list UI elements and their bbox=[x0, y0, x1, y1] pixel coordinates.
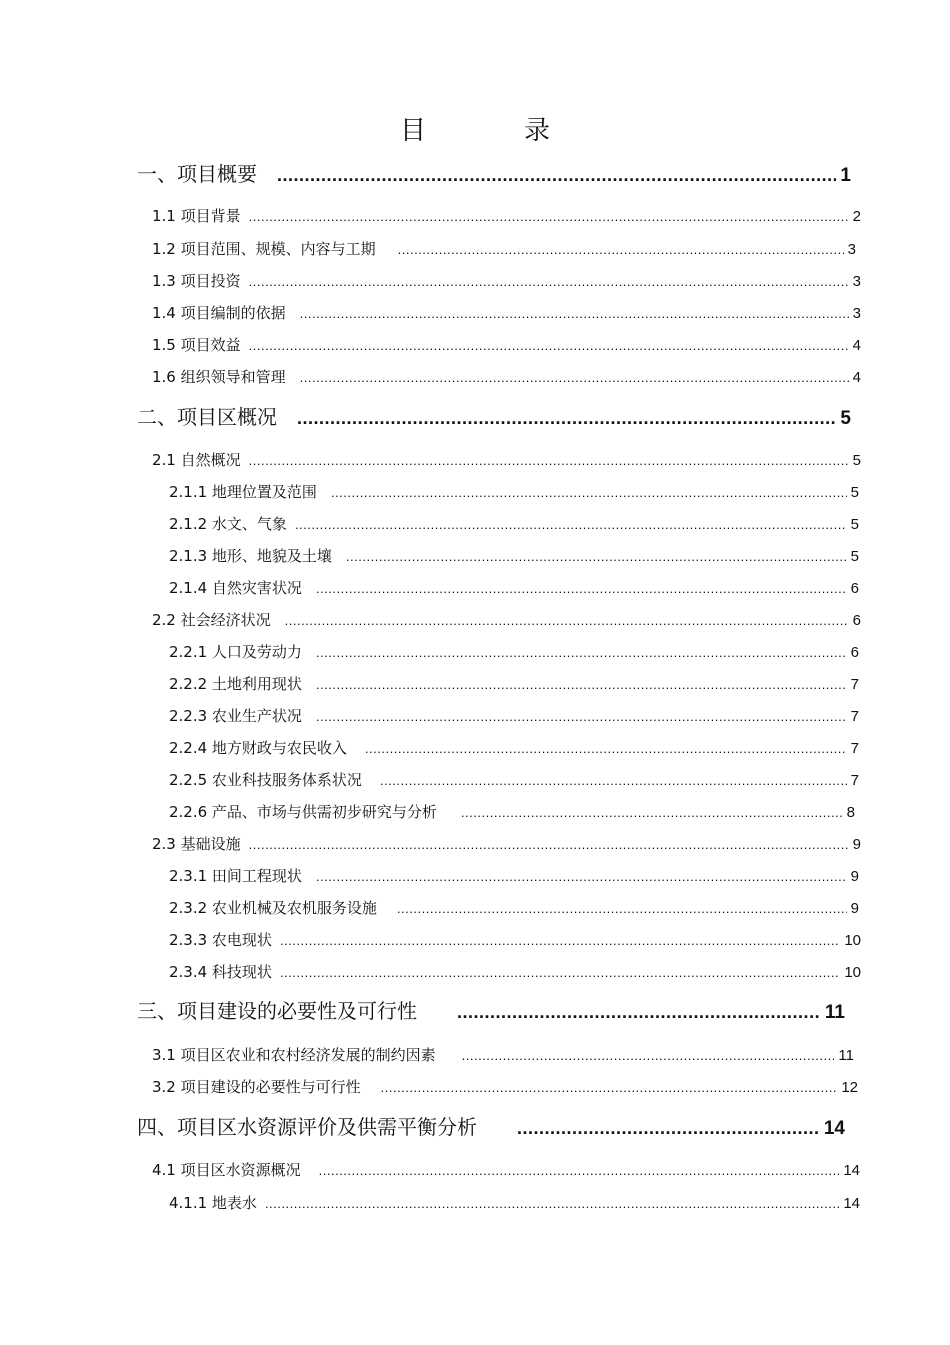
toc-entry-page: 10 bbox=[844, 932, 861, 949]
toc-entry-page: 6 bbox=[850, 644, 859, 661]
toc-entry-section[interactable] bbox=[152, 833, 861, 854]
toc-entry-label: 1.2 项目范围、规模、内容与工期 bbox=[152, 240, 376, 258]
toc-entry-subsection[interactable] bbox=[169, 961, 861, 982]
dot-leader bbox=[397, 901, 847, 916]
dot-leader bbox=[285, 613, 849, 628]
dot-leader bbox=[265, 1196, 839, 1211]
toc-entry-chapter[interactable] bbox=[137, 158, 851, 187]
toc-entry-section[interactable] bbox=[152, 334, 861, 355]
toc-entry-label: 2.2.6 产品、市场与供需初步研究与分析 bbox=[169, 803, 437, 821]
toc-entry-section[interactable] bbox=[152, 609, 861, 630]
toc-entry-label: 1.6 组织领导和管理 bbox=[152, 368, 286, 386]
toc-entry-page: 9 bbox=[850, 868, 859, 885]
toc-entry-section[interactable] bbox=[152, 1044, 854, 1065]
toc-entry-page: 14 bbox=[843, 1195, 860, 1212]
toc-entry-label: 2.2.3 农业生产状况 bbox=[169, 707, 302, 725]
dot-leader bbox=[249, 338, 849, 353]
dot-leader bbox=[249, 453, 849, 468]
toc-entry-subsection[interactable] bbox=[169, 577, 859, 598]
toc-entry-subsection[interactable] bbox=[169, 801, 855, 822]
toc-entry-section[interactable] bbox=[152, 270, 861, 291]
dot-leader bbox=[295, 517, 847, 532]
dot-leader bbox=[316, 869, 847, 884]
toc-entry-page: 2 bbox=[852, 208, 861, 225]
dot-leader bbox=[316, 581, 847, 596]
toc-entry-section[interactable] bbox=[152, 205, 861, 226]
dot-leader bbox=[380, 773, 847, 788]
toc-entry-section[interactable] bbox=[152, 1076, 858, 1097]
toc-entry-subsection[interactable] bbox=[169, 929, 861, 950]
dot-leader bbox=[300, 370, 849, 385]
toc-entry-page: 8 bbox=[846, 804, 855, 821]
toc-entry-label: 2.1 自然概况 bbox=[152, 451, 241, 469]
toc-entry-page: 11 bbox=[824, 1002, 845, 1023]
toc-entry-section[interactable] bbox=[152, 302, 861, 323]
toc-entry-label: 1.5 项目效益 bbox=[152, 336, 241, 354]
dot-leader bbox=[346, 549, 847, 564]
toc-entry-subsection[interactable] bbox=[169, 513, 859, 534]
dot-leader bbox=[316, 645, 847, 660]
toc-entry-label: 二、项目区概况 bbox=[137, 405, 277, 429]
dot-leader bbox=[331, 485, 847, 500]
dot-leader bbox=[462, 1048, 835, 1063]
dot-leader bbox=[517, 1118, 820, 1139]
toc-entry-label: 1.4 项目编制的依据 bbox=[152, 304, 286, 322]
toc-entry-label: 一、项目概要 bbox=[137, 162, 257, 186]
toc-entry-label: 1.3 项目投资 bbox=[152, 272, 241, 290]
toc-entry-page: 4 bbox=[852, 369, 861, 386]
toc-entry-page: 12 bbox=[841, 1079, 858, 1096]
toc-entry-page: 3 bbox=[852, 305, 861, 322]
toc-entry-label: 四、项目区水资源评价及供需平衡分析 bbox=[137, 1115, 477, 1139]
dot-leader bbox=[300, 306, 849, 321]
toc-entry-page: 7 bbox=[850, 772, 859, 789]
toc-entry-page: 4 bbox=[852, 337, 861, 354]
toc-entry-page: 9 bbox=[850, 900, 859, 917]
dot-leader bbox=[249, 274, 849, 289]
dot-leader bbox=[319, 1163, 840, 1178]
toc-entry-label: 2.1.3 地形、地貌及土壤 bbox=[169, 547, 332, 565]
toc-entry-page: 7 bbox=[850, 740, 859, 757]
toc-entry-page: 14 bbox=[843, 1162, 860, 1179]
dot-leader bbox=[249, 837, 849, 852]
toc-entry-page: 5 bbox=[850, 548, 859, 565]
toc-entry-page: 5 bbox=[840, 408, 851, 429]
toc-entry-section[interactable] bbox=[152, 238, 856, 259]
toc-entry-subsection[interactable] bbox=[169, 737, 859, 758]
toc-entry-page: 6 bbox=[850, 580, 859, 597]
toc-entry-label: 2.3.4 科技现状 bbox=[169, 963, 272, 981]
toc-entry-page: 5 bbox=[852, 452, 861, 469]
dot-leader bbox=[249, 209, 849, 224]
toc-entry-section[interactable] bbox=[152, 1159, 860, 1180]
dot-leader bbox=[461, 805, 843, 820]
toc-entry-label: 2.2.4 地方财政与农民收入 bbox=[169, 739, 347, 757]
toc-entry-page: 14 bbox=[823, 1118, 845, 1139]
toc-entry-label: 2.3 基础设施 bbox=[152, 835, 241, 853]
toc-entry-chapter[interactable] bbox=[137, 1111, 845, 1140]
toc-entry-label: 2.3.1 田间工程现状 bbox=[169, 867, 302, 885]
toc-entry-label: 2.2 社会经济状况 bbox=[152, 611, 271, 629]
toc-entry-label: 2.3.3 农电现状 bbox=[169, 931, 272, 949]
dot-leader bbox=[280, 933, 840, 948]
toc-entry-subsection[interactable] bbox=[169, 673, 859, 694]
dot-leader bbox=[316, 677, 847, 692]
toc-entry-section[interactable] bbox=[152, 449, 861, 470]
toc-entry-section[interactable] bbox=[152, 366, 861, 387]
toc-entry-label: 4.1.1 地表水 bbox=[169, 1194, 257, 1212]
toc-entry-page: 7 bbox=[850, 676, 859, 693]
toc-entry-label: 4.1 项目区水资源概况 bbox=[152, 1161, 301, 1179]
toc-entry-page: 5 bbox=[850, 484, 859, 501]
toc-entry-page: 9 bbox=[852, 836, 861, 853]
toc-entry-label: 2.1.4 自然灾害状况 bbox=[169, 579, 302, 597]
toc-entry-page: 1 bbox=[840, 165, 851, 186]
dot-leader bbox=[398, 242, 844, 257]
page-title: 目 录 bbox=[399, 116, 586, 146]
toc-entry-label: 2.1.1 地理位置及范围 bbox=[169, 483, 317, 501]
toc-entry-page: 10 bbox=[844, 964, 861, 981]
toc-entry-subsection[interactable] bbox=[169, 641, 859, 662]
toc-entry-label: 2.3.2 农业机械及农机服务设施 bbox=[169, 899, 377, 917]
toc-entry-label: 2.1.2 水文、气象 bbox=[169, 515, 287, 533]
dot-leader bbox=[280, 965, 840, 980]
toc-entry-page: 11 bbox=[838, 1047, 854, 1064]
toc-entry-page: 3 bbox=[852, 273, 861, 290]
toc-entry-label: 三、项目建设的必要性及可行性 bbox=[137, 999, 417, 1023]
toc-entry-chapter[interactable] bbox=[137, 401, 851, 430]
toc-entry-label: 3.1 项目区农业和农村经济发展的制约因素 bbox=[152, 1046, 436, 1064]
toc-entry-page: 5 bbox=[850, 516, 859, 533]
toc-entry-subsection[interactable] bbox=[169, 897, 859, 918]
dot-leader bbox=[365, 741, 847, 756]
toc-entry-page: 3 bbox=[847, 241, 856, 258]
toc-entry-label: 2.2.5 农业科技服务体系状况 bbox=[169, 771, 362, 789]
toc-entry-chapter[interactable] bbox=[137, 995, 845, 1024]
dot-leader bbox=[381, 1080, 838, 1095]
toc-entry-label: 2.2.1 人口及劳动力 bbox=[169, 643, 302, 661]
toc-entry-subsection[interactable] bbox=[169, 1192, 860, 1213]
dot-leader bbox=[316, 709, 847, 724]
toc-entry-subsection[interactable] bbox=[169, 545, 859, 566]
toc-entry-subsection[interactable] bbox=[169, 481, 859, 502]
toc-entry-subsection[interactable] bbox=[169, 769, 859, 790]
dot-leader bbox=[277, 165, 836, 186]
toc-entry-label: 3.2 项目建设的必要性与可行性 bbox=[152, 1078, 361, 1096]
toc-entry-page: 6 bbox=[852, 612, 861, 629]
toc-entry-subsection[interactable] bbox=[169, 865, 859, 886]
toc-entry-label: 1.1 项目背景 bbox=[152, 207, 241, 225]
dot-leader bbox=[457, 1002, 821, 1023]
dot-leader bbox=[297, 408, 836, 429]
toc-entry-label: 2.2.2 土地利用现状 bbox=[169, 675, 302, 693]
toc-entry-subsection[interactable] bbox=[169, 705, 859, 726]
toc-entry-page: 7 bbox=[850, 708, 859, 725]
